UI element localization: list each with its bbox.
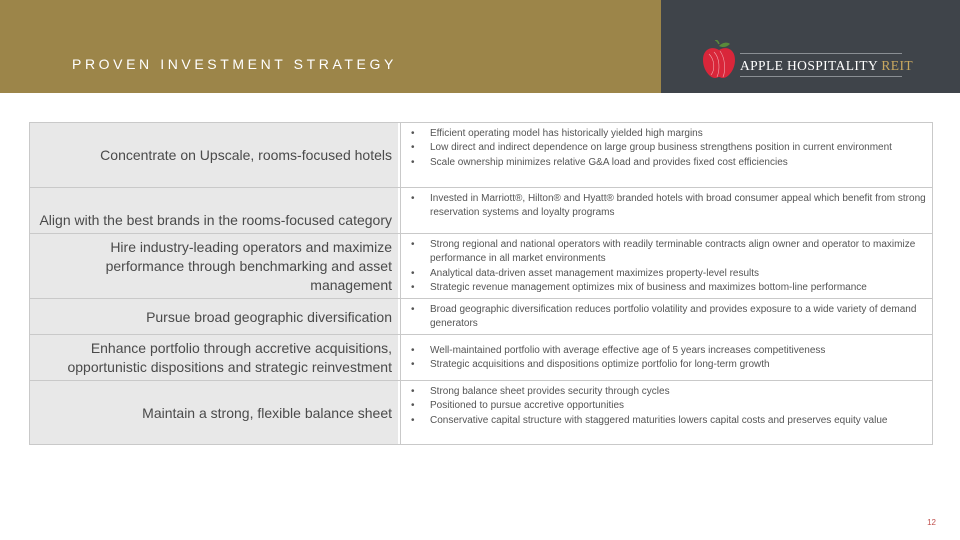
logo-rule-top <box>740 53 902 54</box>
header-band <box>0 0 661 93</box>
bullet-item: • Broad geographic diversification reduces portfolio volatility and provides exposure to a wide variety of demand generators <box>411 303 926 332</box>
strategy-bullets <box>400 299 932 334</box>
apple-icon <box>701 40 737 80</box>
strategy-label: Pursue broad geographic diversification <box>30 299 400 334</box>
strategy-bullets <box>400 381 932 444</box>
strategy-label: Concentrate on Upscale, rooms-focused hotels <box>30 123 400 187</box>
strategy-table <box>29 122 933 445</box>
logo-rule-bottom <box>740 76 902 77</box>
bullet-item: • Strategic revenue management optimizes mix of business and maximizes bottom-line performance <box>411 281 926 295</box>
bullet-item: • Strong balance sheet provides security through cycles <box>411 385 926 399</box>
strategy-row <box>30 188 932 234</box>
bullet-item: • Efficient operating model has historically yielded high margins <box>411 127 926 141</box>
strategy-bullets <box>400 188 932 233</box>
strategy-row <box>30 234 932 299</box>
strategy-label: Enhance portfolio through accretive acquisitions, opportunistic dispositions and strategic reinvestment <box>30 335 400 380</box>
strategy-label: Maintain a strong, flexible balance sheet <box>30 381 400 444</box>
strategy-bullets <box>400 234 932 298</box>
strategy-row <box>30 335 932 381</box>
company-logo-text <box>740 58 913 74</box>
page-number: 12 <box>927 518 936 527</box>
bullet-item: • Low direct and indirect dependence on large group business strengthens position in current environment <box>411 141 926 155</box>
strategy-bullets <box>400 335 932 380</box>
bullet-item: • Strong regional and national operators with readily terminable contracts align owner and operator to maximize performance in all market environments <box>411 238 926 267</box>
bullet-item: • Invested in Marriott®, Hilton® and Hyatt® branded hotels with broad consumer appeal which benefit from strong reservation systems and loyalty programs <box>411 192 926 221</box>
bullet-item: • Well-maintained portfolio with average effective age of 5 years increases competitiveness <box>411 344 926 358</box>
bullet-item: • Conservative capital structure with staggered maturities lowers capital costs and preserves equity value <box>411 414 926 428</box>
strategy-row <box>30 381 932 445</box>
bullet-item: • Strategic acquisitions and dispositions optimize portfolio for long-term growth <box>411 358 926 372</box>
logo-name-accent: REIT <box>881 58 913 73</box>
strategy-label: Hire industry-leading operators and maximize performance through benchmarking and asset management <box>30 234 400 298</box>
strategy-row <box>30 123 932 188</box>
strategy-row <box>30 299 932 335</box>
strategy-bullets <box>400 123 932 187</box>
page-title: PROVEN INVESTMENT STRATEGY <box>72 56 397 72</box>
bullet-item: • Scale ownership minimizes relative G&A load and provides fixed cost efficiencies <box>411 156 926 170</box>
bullet-item: • Analytical data-driven asset management maximizes property-level results <box>411 267 926 281</box>
bullet-item: • Positioned to pursue accretive opportunities <box>411 399 926 413</box>
strategy-label: Align with the best brands in the rooms-focused category <box>30 188 400 233</box>
logo-name-main: APPLE HOSPITALITY <box>740 58 878 73</box>
